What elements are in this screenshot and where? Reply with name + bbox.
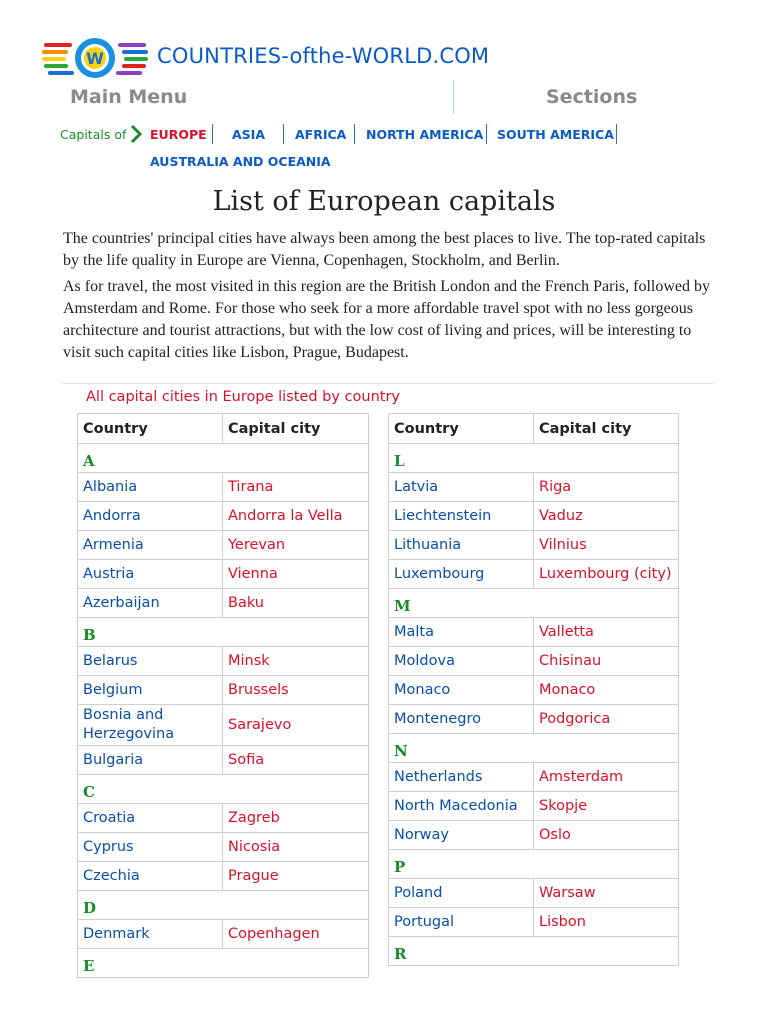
nav-asia[interactable]: ASIA xyxy=(232,127,266,142)
country-link[interactable]: Luxembourg xyxy=(389,560,534,589)
table-row xyxy=(389,473,679,502)
table-row xyxy=(389,792,679,821)
letter-heading: R xyxy=(389,937,679,966)
letter-group-row xyxy=(389,589,679,618)
table-row xyxy=(78,746,369,775)
main-menu-button[interactable]: Main Menu xyxy=(70,86,188,108)
chevron-right-icon xyxy=(128,124,144,144)
table-header-row xyxy=(78,414,369,444)
table-row xyxy=(78,647,369,676)
country-link[interactable]: Croatia xyxy=(78,804,223,833)
country-link[interactable]: Montenegro xyxy=(389,705,534,734)
country-link[interactable]: Armenia xyxy=(78,531,223,560)
table-row xyxy=(389,647,679,676)
capital-city-link[interactable]: Valletta xyxy=(534,618,679,647)
country-link[interactable]: Czechia xyxy=(78,862,223,891)
country-link[interactable]: Belarus xyxy=(78,647,223,676)
column-header-capital: Capital city xyxy=(223,414,369,444)
capital-city-link[interactable]: Baku xyxy=(223,589,369,618)
letter-group-row xyxy=(389,937,679,966)
capital-city-link[interactable]: Warsaw xyxy=(534,879,679,908)
nav-australia-oceania[interactable]: AUSTRALIA AND OCEANIA xyxy=(150,154,331,169)
table-row xyxy=(78,589,369,618)
svg-text:W: W xyxy=(86,49,104,68)
table-row xyxy=(389,908,679,937)
intro-paragraph: As for travel, the most visited in this region are the British London and the French Paris, followed by Amsterdam and Rome. For those who seek for a more affordable travel spot with no less gorgeous architecture and tourist attractions, but with the low cost of living and prices, will be interesting to visit such capital cities like Lisbon, Prague, Budapest. xyxy=(63,278,710,361)
capital-city-link[interactable]: Amsterdam xyxy=(534,763,679,792)
letter-heading: M xyxy=(389,589,679,618)
table-row xyxy=(389,531,679,560)
table-row xyxy=(389,821,679,850)
sections-button[interactable]: Sections xyxy=(546,86,638,108)
capital-city-link[interactable]: Yerevan xyxy=(223,531,369,560)
table-row xyxy=(78,473,369,502)
letter-heading: N xyxy=(389,734,679,763)
table-row xyxy=(389,705,679,734)
letter-group-row xyxy=(78,618,369,647)
country-link[interactable]: Monaco xyxy=(389,676,534,705)
letter-group-row xyxy=(78,444,369,473)
table-row xyxy=(78,502,369,531)
letter-group-row xyxy=(389,734,679,763)
capital-city-link[interactable]: Lisbon xyxy=(534,908,679,937)
table-row xyxy=(78,531,369,560)
capitals-table-right xyxy=(388,413,679,966)
capital-city-link[interactable]: Podgorica xyxy=(534,705,679,734)
capital-city-link[interactable]: Vienna xyxy=(223,560,369,589)
menu-divider xyxy=(453,80,454,114)
letter-heading: C xyxy=(78,775,369,804)
nav-separator xyxy=(486,124,487,144)
capitals-prefix: Capitals of xyxy=(60,127,127,142)
country-link[interactable]: Austria xyxy=(78,560,223,589)
table-row xyxy=(389,618,679,647)
table-row xyxy=(389,676,679,705)
country-link[interactable]: Azerbaijan xyxy=(78,589,223,618)
country-link[interactable]: Moldova xyxy=(389,647,534,676)
nav-separator xyxy=(212,124,213,144)
capital-city-link[interactable]: Nicosia xyxy=(223,833,369,862)
capital-city-link[interactable]: Oslo xyxy=(534,821,679,850)
intro-paragraph: The countries' principal cities have always been among the best places to live. The top-rated capitals by the life quality in Europe are Vienna, Copenhagen, Stockholm, and Berlin. xyxy=(63,230,706,269)
country-link[interactable]: Belgium xyxy=(78,676,223,705)
table-row xyxy=(389,560,679,589)
table-row xyxy=(78,705,369,746)
divider xyxy=(63,383,713,384)
capital-city-link[interactable]: Brussels xyxy=(223,676,369,705)
country-link[interactable]: Latvia xyxy=(389,473,534,502)
country-link[interactable]: Denmark xyxy=(78,920,223,949)
capital-city-link[interactable]: Luxembourg (city) xyxy=(534,560,679,589)
letter-heading: A xyxy=(78,444,369,473)
column-header-capital: Capital city xyxy=(534,414,679,444)
letter-heading: L xyxy=(389,444,679,473)
site-logo-icon[interactable] xyxy=(42,38,148,78)
nav-north-america[interactable]: NORTH AMERICA xyxy=(366,127,484,142)
table-header-row xyxy=(389,414,679,444)
letter-group-row xyxy=(78,891,369,920)
capital-city-link[interactable]: Zagreb xyxy=(223,804,369,833)
page-title: List of European capitals xyxy=(212,186,556,217)
menu-bar xyxy=(0,80,768,116)
letter-heading: B xyxy=(78,618,369,647)
country-link[interactable]: Poland xyxy=(389,879,534,908)
table-row xyxy=(78,804,369,833)
capital-city-link[interactable]: Skopje xyxy=(534,792,679,821)
nav-europe[interactable]: EUROPE xyxy=(150,127,207,142)
letter-group-row xyxy=(389,444,679,473)
country-link[interactable]: Norway xyxy=(389,821,534,850)
nav-africa[interactable]: AFRICA xyxy=(295,127,347,142)
letter-group-row xyxy=(389,850,679,879)
table-row xyxy=(389,763,679,792)
letter-group-row xyxy=(78,949,369,978)
capital-city-link[interactable]: Vaduz xyxy=(534,502,679,531)
letter-heading: P xyxy=(389,850,679,879)
table-row xyxy=(389,879,679,908)
country-link[interactable]: Portugal xyxy=(389,908,534,937)
country-link[interactable]: Bosnia and Herzegovina xyxy=(78,705,223,746)
nav-south-america[interactable]: SOUTH AMERICA xyxy=(497,127,614,142)
table-caption: All capital cities in Europe listed by country xyxy=(86,389,400,405)
capital-city-link[interactable]: Minsk xyxy=(223,647,369,676)
column-header-country: Country xyxy=(78,414,223,444)
nav-separator xyxy=(354,124,355,144)
country-link[interactable]: Bulgaria xyxy=(78,746,223,775)
capital-city-link[interactable]: Sofia xyxy=(223,746,369,775)
capital-city-link[interactable]: Prague xyxy=(223,862,369,891)
country-link[interactable]: Albania xyxy=(78,473,223,502)
capital-city-link[interactable]: Monaco xyxy=(534,676,679,705)
nav-separator xyxy=(283,124,284,144)
country-link[interactable]: Netherlands xyxy=(389,763,534,792)
capital-city-link[interactable]: Copenhagen xyxy=(223,920,369,949)
country-link[interactable]: Cyprus xyxy=(78,833,223,862)
country-link[interactable]: Lithuania xyxy=(389,531,534,560)
letter-heading: D xyxy=(78,891,369,920)
table-row xyxy=(78,920,369,949)
capital-city-link[interactable]: Sarajevo xyxy=(223,705,369,746)
country-link[interactable]: North Macedonia xyxy=(389,792,534,821)
capital-city-link[interactable]: Chisinau xyxy=(534,647,679,676)
column-header-country: Country xyxy=(389,414,534,444)
capital-city-link[interactable]: Andorra la Vella xyxy=(223,502,369,531)
country-link[interactable]: Andorra xyxy=(78,502,223,531)
letter-heading: E xyxy=(78,949,369,978)
table-row xyxy=(78,833,369,862)
capital-city-link[interactable]: Tirana xyxy=(223,473,369,502)
site-brand-link[interactable]: COUNTRIES-ofthe-WORLD.COM xyxy=(157,44,490,68)
nav-separator xyxy=(616,124,617,144)
letter-group-row xyxy=(78,775,369,804)
capital-city-link[interactable]: Vilnius xyxy=(534,531,679,560)
table-row xyxy=(78,676,369,705)
table-row xyxy=(389,502,679,531)
country-link[interactable]: Malta xyxy=(389,618,534,647)
capitals-table-left xyxy=(77,413,369,978)
table-row xyxy=(78,862,369,891)
country-link[interactable]: Liechtenstein xyxy=(389,502,534,531)
table-row xyxy=(78,560,369,589)
capital-city-link[interactable]: Riga xyxy=(534,473,679,502)
